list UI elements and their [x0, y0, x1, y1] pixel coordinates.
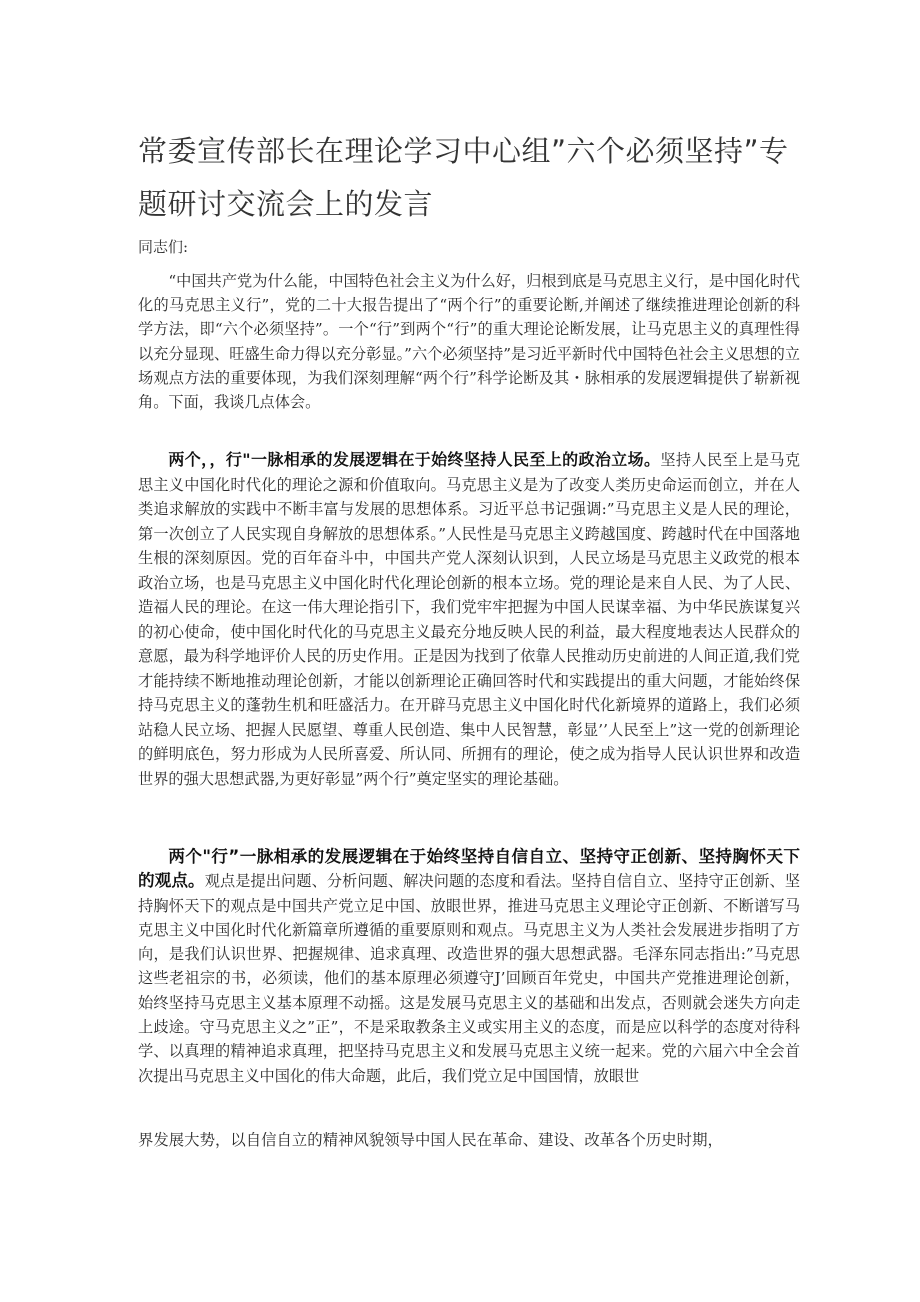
paragraph-people-first [138, 448, 800, 791]
paragraph-people-first-heading: 两个，，行"一脉相承的发展逻辑在于始终坚持人民至上的政治立场。 [168, 450, 661, 469]
paragraph-viewpoint-body: 观点是提出问题、分析问题、解决问题的态度和看法。坚持自信自立、坚持守正创新、坚持胸怀天下的观点是中国共产党立足中国、放眼世界，推进马克思主义理论守正创新、不断谱写马克思主义中国化时代化新篇章所遵循的重要原则和观点。马克思主义为人类社会发展进步指明了方向，是我们认识世界、把握规律、追求真理、改造世界的强大思想武器。毛泽东同志指出:”马克思这些老祖宗的书，必须读，他们的基本原理必须遵守J’回顾百年党史，中国共产党推进理论创新，始终坚持马克思主义基本原理不动摇。这是发展马克思主义的基础和出发点，否则就会迷失方向走上歧途。守马克思主义之”正”，不是采取教条主义或实用主义的态度，而是应以科学的态度对待科学、以真理的精神追求真理，把坚持马克思主义和发展马克思主义统一起来。党的六届六中全会首次提出马克思主义中国化的伟大命题，此后，我们党立足中国国情，放眼世 [138, 872, 801, 1085]
paragraph-continuation-line: 界发展大势，以自信自立的精神风貌领导中国人民在革命、建设、改革各个历史时期， [138, 1131, 723, 1149]
paragraph-intro: “中国共产党为什么能，中国特色社会主义为什么好，归根到底是马克思主义行，是中国化时代化的马克思主义行”，党的二十大报告提出了“两个行”的重要论断,并阐述了继续推进理论创新的科学方法，即“六个必须坚持”。一个“行”到两个“行”的重大理论论断发展，让马克思主义的真理性得以充分显现、旺盛生命力得以充分彰显。”六个必须坚持”是习近平新时代中国特色社会主义思想的立场观点方法的重要体现，为我们深刻理解“两个行”科学论断及其・脉相承的发展逻辑提供了崭新视角。下面，我谈几点体会。 [138, 272, 800, 412]
document-title: 常委宣传部长在理论学习中心组”六个必须坚持”专题研讨交流会上的发言 [138, 134, 789, 221]
paragraph-people-first-body: 坚持人民至上是马克思主义中国化时代化的理论之源和价值取向。马克思主义是为了改变人类历史命运而创立，并在人类追求解放的实践中不断丰富与发展的思想体系。习近平总书记强调:”马克思主义是人民的理论，第一次创立了人民实现自身解放的思想体系。”人民性是马克思主义跨越国度、跨越时代在中国落地生根的深刻原因。党的百年奋斗中，中国共产党人深刻认识到，人民立场是马克思主义政党的根本政治立场，也是马克思主义中国化时代化理论创新的根本立场。党的理论是来自人民、为了人民、造福人民的理论。在这一伟大理论指引下，我们党牢牢把握为中国人民谋幸福、为中华民族谋复兴的初心使命，使中国化时代化的马克思主义最充分地反映人民的利益，最大程度地表达人民群众的意愿，最为科学地评价人民的历史作用。正是因为找到了依靠人民推动历史前进的人间正道,我们党才能持续不断地推动理论创新，才能以创新理论正确回答时代和实践提出的重大问题，才能始终保持马克思主义的蓬勃生机和旺盛活力。在开辟马克思主义中国化时代化新境界的道路上，我们必须站稳人民立场、把握人民愿望、尊重人民创造、集中人民智慧，彰显’’人民至上”这一党的创新理论的鲜明底色，努力形成为人民所喜爱、所认同、所拥有的理论，使之成为指导人民认识世界和改造世界的强大思想武器,为更好彰显”两个行”奠定坚实的理论基础。 [138, 451, 801, 788]
paragraph-viewpoint [138, 845, 800, 1088]
paragraph-viewpoint-heading: 两个"行”一脉相承的发展逻辑在于始终坚持自信自立、坚持守正创新、坚持胸怀天下的观点。 [138, 847, 800, 891]
salutation: 同志们: [138, 238, 189, 256]
